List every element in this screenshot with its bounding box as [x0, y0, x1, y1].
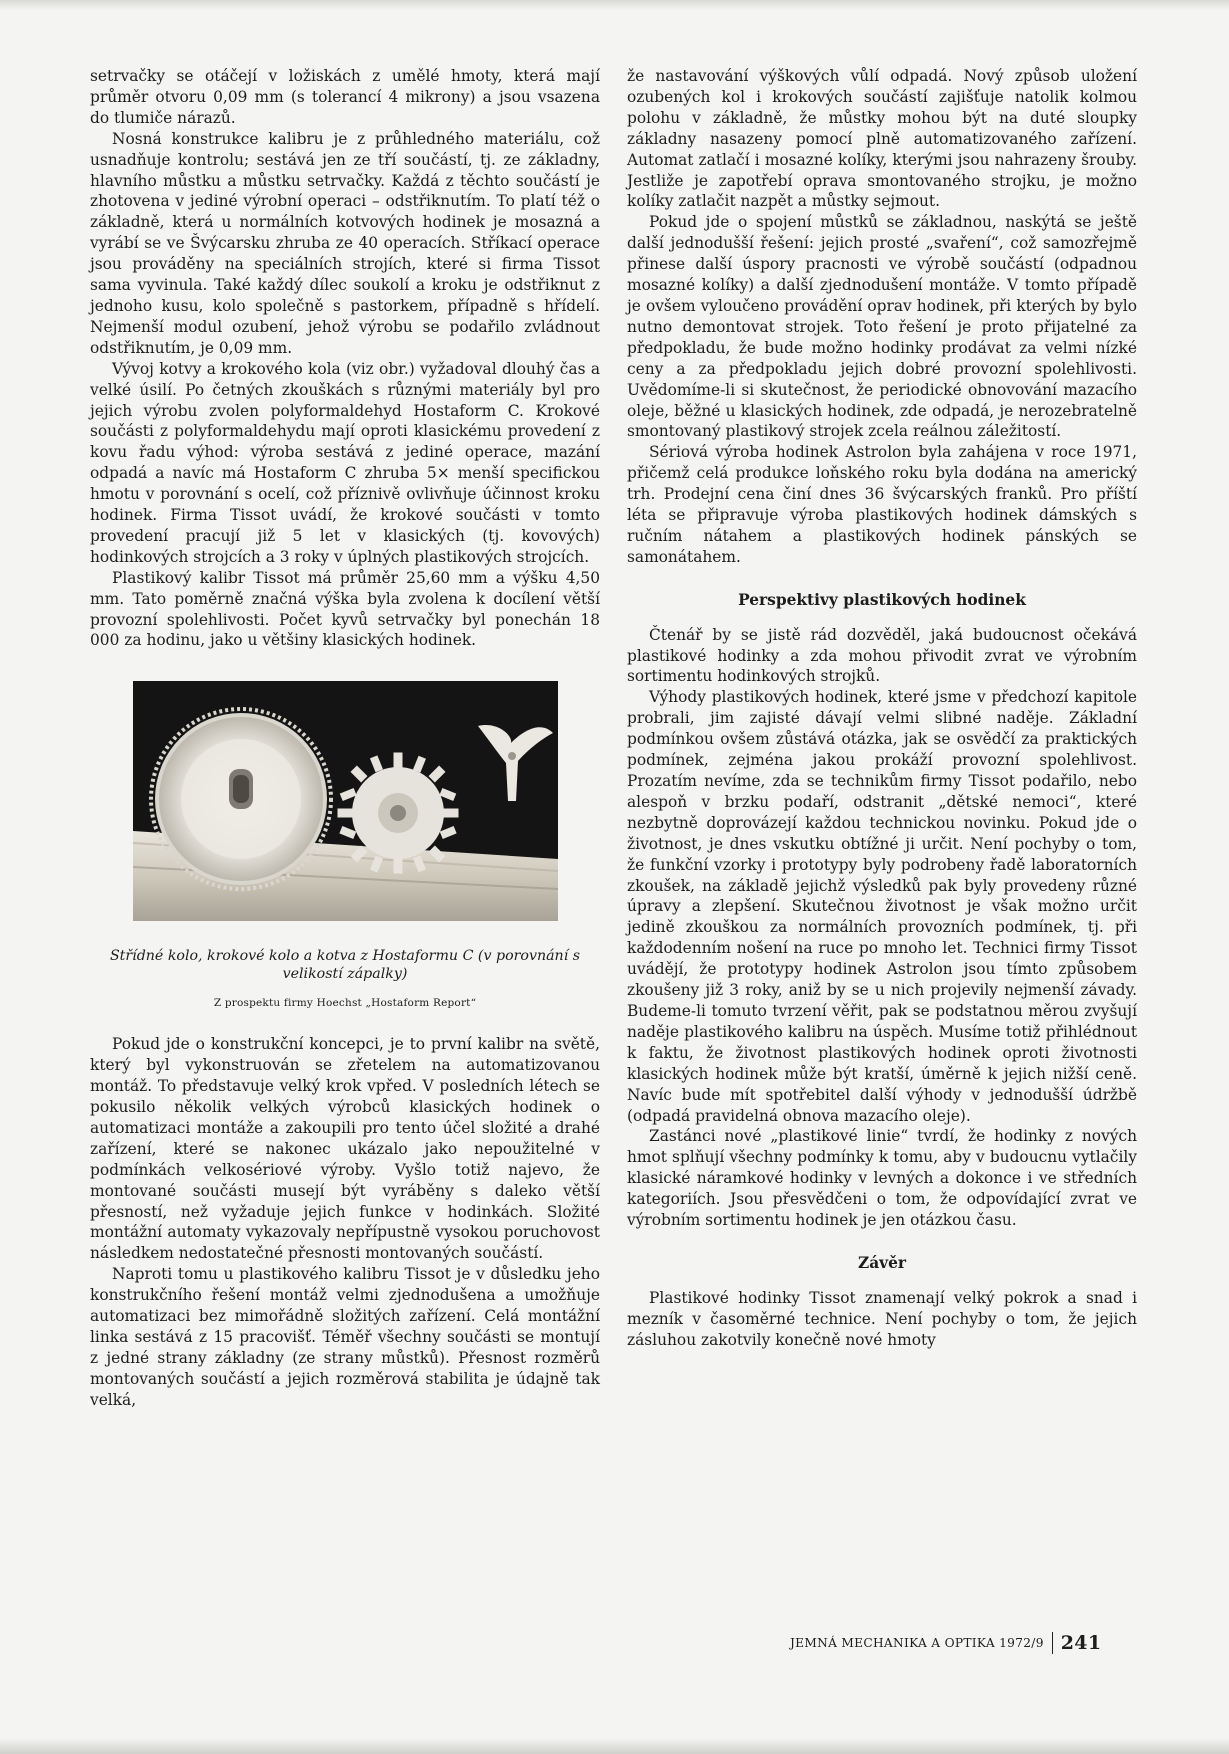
paragraph: Nosná konstrukce kalibru je z průhledného materiálu, což usnadňuje kontrolu; sestává jen ze tří součástí, tj. ze základny, hlavního můstku a můstku setrvačky. Každá z těchto součástí je zhotovena v jediné výrobní operaci – odstřiknutím. To platí též o základně, která u normálních kotvových hodinek je mosazná a vyrábí se ve Švýcarsku zhruba ze 40 operacích. Stříkací operace jsou prováděny na speciálních strojích, které si firma Tissot sama vyvinula. Také každý dílec soukolí a kroku je odstřiknut z jednoho kusu, kolo společně s pastorkem, případně s hřídelí. Nejmenší modul ozubení, jehož výrobu se podařilo zvládnout odstřiknutím, je 0,09 mm. [90, 129, 600, 357]
right-paragraphs-top [627, 66, 1137, 568]
paragraph: Zastánci nové „plastikové linie“ tvrdí, že hodinky z nových hmot splňují všechny podmínky k tomu, aby v budoucnu vytlačily klasické náramkové hodinky v levných a dokonce i ve středních kategoriích. Jsou přesvědčeni o tom, že odpovídající zvrat ve výrobním sortimentu hodinek je jen otázkou času. [627, 1127, 1137, 1230]
right-paragraphs-end [627, 1288, 1137, 1351]
paragraph: Plastikové hodinky Tissot znamenají velký pokrok a snad i mezník v časoměrné technice. Není pochyby o tom, že jejich zásluhou zakotvily konečně nové hmoty [627, 1288, 1137, 1349]
figure-caption: Střídné kolo, krokové kolo a kotva z Hostaformu C (v porovnání s velikostí zápalky) [109, 948, 581, 983]
right-column [627, 66, 1137, 1351]
right-paragraphs-mid [627, 625, 1137, 1231]
escape-wheel-shape [338, 753, 458, 873]
paragraph: Čtenář by se jistě rád dozvěděl, jaká budoucnost očekává plastikové hodinky a zda mohou přivodit zvrat ve výrobním sortimentu hodinkových strojků. [627, 625, 1137, 686]
left-paragraphs-bottom [90, 1034, 600, 1410]
paragraph: Pokud jde o konstrukční koncepci, je to první kalibr na světě, který byl vykonstruován se zřetelem na automatizovanou montáž. To představuje velký krok vpřed. V posledních létech se pokusilo několik velkých výrobců klasických hodinek o automatizaci montáže a zakoupili pro tento účel složité a drahé zařízení, které se nakonec ukázalo jako nepoužitelné v podmínkách velkosériové výroby. Vyšlo totiž najevo, že montované součásti musejí být vyráběny s daleko větší přesností, než vyžaduje jejich funkce v hodinkách. Složité montážní automaty vykazovaly nepřípustně vysokou poruchovost následkem nedostatečné přesnosti montovaných součástí. [90, 1035, 600, 1263]
scan-edge-top [0, 0, 1229, 10]
figure [90, 681, 600, 1014]
left-column [90, 66, 600, 1411]
journal-title: JEMNÁ MECHANIKA A OPTIKA 1972/9 [790, 1636, 1044, 1650]
figure-credit: Z prospektu firmy Hoechst „Hostaform Report“ [213, 997, 477, 1010]
page-number: 241 [1060, 1632, 1102, 1654]
paragraph: Naproti tomu u plastikového kalibru Tissot je v důsledku jeho konstrukčního řešení montáž velmi zjednodušena a umožňuje automatizaci bez mimořádně složitých zařízení. Celá montážní linka sestává z 15 pracovišť. Téměř všechny součásti se montují z jedné strany základny (ze strany můstků). Přesnost rozměrů montovaných součástí a jejich rozměrová stabilita je údajně tak velká, [90, 1265, 600, 1409]
paragraph: Sériová výroba hodinek Astrolon byla zahájena v roce 1971, přičemž celá produkce loňského roku byla dodána na americký trh. Prodejní cena činí dnes 36 švýcarských franků. Pro příští léta se připravuje výroba plastikových hodinek dámských s ručním nátahem a plastikových hodinek pánských se samonátahem. [627, 443, 1137, 566]
paragraph: Výhody plastikových hodinek, které jsme v předchozí kapitole probrali, jim zajisté dávají velmi slibné naděje. Základní podmínkou ovšem zůstává otázka, jak se osvědčí za praktických podmínek, zejména jakou prokáží provozní spolehlivost. Prozatím nevíme, zda se technikům firmy Tissot podařilo, nebo alespoň v brzku podaří, odstranit „dětské nemoci“, které nezbytně doprovázejí každou technickou novinku. Pokud jde o životnost, je dnes vskutku obtížné ji určit. Není pochyby o tom, že funkční vzorky i prototypy byly podrobeny řadě laboratorních zkoušek, na základě jejichž výsledků pak byly provedeny různé úpravy a zlepšení. Skutečnou životnost je však možno určit jedině zkouškou za normálních provozních podmínek, tj. při každodenním nošení na ruce po mnoho let. Technici firmy Tissot uvádějí, že prototypy hodinek Astrolon jsou tímto způsobem zkoušeny již 3 roky, aniž by se u nich projevily nejmenší závady. Budeme-li tomuto tvrzení věřit, pak se podstatnou měrou zvyšují naděje plastikového kalibru na úspěch. Musíme totiž přihlédnout k faktu, že životnost plastikových hodinek oproti životnosti klasických hodinek může být kratší, úměrně k jejich nižší ceně. Navíc bude mít spotřebitel další výhody v jednodušší údržbě (odpadá pravidelná obnova mazacího oleje). [627, 688, 1137, 1125]
gears-photo-image [133, 681, 558, 921]
left-paragraphs-top [90, 66, 600, 651]
page-footer [790, 1632, 1101, 1654]
section-heading-zaver: Závěr [857, 1253, 907, 1272]
figure-photo [133, 681, 558, 921]
paragraph: Plastikový kalibr Tissot má průměr 25,60 mm a výšku 4,50 mm. Tato poměrně značná výška byla zvolena k docílení větší provozní spolehlivosti. Počet kyvů setrvačky byl ponechán 18 000 za hodinu, jako u většiny klasických hodinek. [90, 568, 600, 650]
paragraph: Pokud jde o spojení můstků se základnou, naskýtá se ještě další jednodušší řešení: jejich prosté „svaření“, což samozřejmě přinese další úspory pracnosti ve výrobě součástí (odpadnou mosazné kolíky) a další zjednodušení montáže. V tomto případě je ovšem vyloučeno provádění oprav hodinek, při kterých by bylo nutno demontovat strojek. Toto řešení je proto přijatelné za předpokladu, že bude možno hodinky prodávat za velmi nízké ceny a za předpokladu jejich dobré provozní spolehlivosti. Uvědomíme-li si skutečnost, že periodické obnovování mazacího oleje, běžné u klasických hodinek, zde odpadá, je nerozebratelně smontovaný plastikový strojek zcela reálnou záležitostí. [627, 213, 1137, 441]
paragraph: Vývoj kotvy a krokového kola (viz obr.) vyžadoval dlouhý čas a velké úsilí. Po četných zkouškách s různými materiály byl pro jejich výrobu zvolen polyformaldehyd Hostaform C. Krokové součásti z polyformaldehydu mají oproti klasickému provedení z kovu řadu výhod: výroba sestává z jediné operace, mazání odpadá a navíc má Hostaform C zhruba 5× menší specifickou hmotu v porovnání s ocelí, což příznivě ovlivňuje účinnost kroku hodinek. Firma Tissot uvádí, že krokové součásti v tomto provedení pracují již 5 let v klasických (tj. kovových) hodinkových strojcích a 3 roky v úplných plastikových strojcích. [90, 359, 600, 566]
section-heading-perspektivy: Perspektivy plastikových hodinek [738, 590, 1026, 609]
paragraph: setrvačky se otáčejí v ložiskách z umělé hmoty, která mají průměr otvoru 0,09 mm (s tolerancí 4 mikrony) a jsou vsazena do tlumiče nárazů. [90, 67, 600, 127]
footer-divider [1052, 1632, 1053, 1654]
paragraph: že nastavování výškových vůlí odpadá. Nový způsob uložení ozubených kol i krokových součástí zajišťuje natolik kolmou polohu v základně, že můstky mohou být na duté sloupky základny nasazeny pomocí plně automatizovaného zařízení. Automat zatlačí i mosazné kolíky, kterými jsou nahrazeny šrouby. Jestliže je zapotřebí oprava smontovaného strojku, je možno kolíky zatlačit nazpět a můstky sejmout. [627, 67, 1137, 211]
scan-edge-bottom [0, 1738, 1229, 1754]
